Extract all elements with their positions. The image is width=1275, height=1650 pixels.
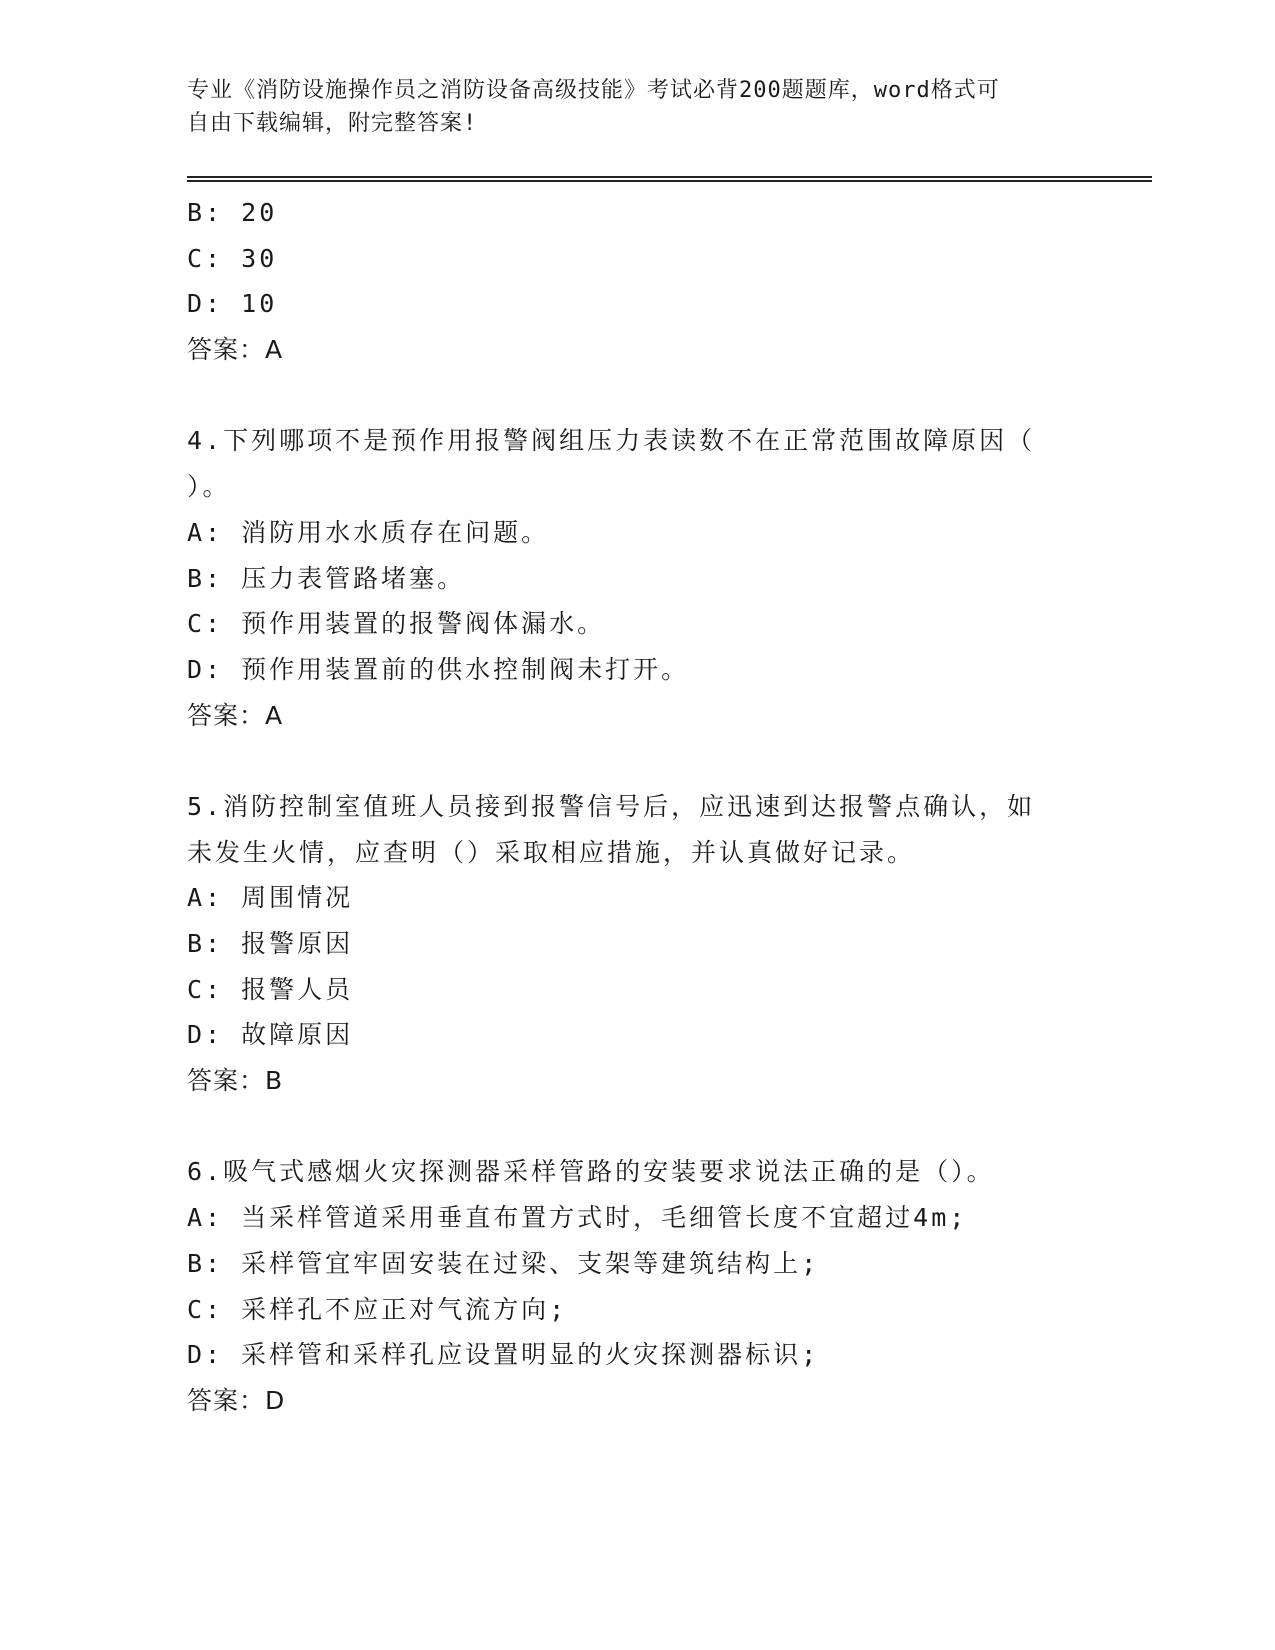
option-b: B: 采样管宜牢固安装在过梁、支架等建筑结构上;: [187, 1248, 820, 1278]
header-divider: [187, 176, 1152, 182]
option-c: C: 30: [187, 243, 278, 273]
option-c: C: 采样孔不应正对气流方向;: [187, 1294, 568, 1324]
answer: 答案：D: [187, 1385, 286, 1415]
option-c: C: 报警人员: [187, 974, 354, 1004]
question-text-line-1: 5.消防控制室值班人员接到报警信号后，应迅速到达报警点确认，如: [187, 791, 1036, 821]
option-a: A: 周围情况: [187, 883, 354, 913]
header-title-line-1: 专业《消防设施操作员之消防设备高级技能》考试必背200题题库，word格式可: [187, 78, 1000, 103]
option-d: D: 采样管和采样孔应设置明显的火灾探测器标识;: [187, 1340, 820, 1370]
option-d: D: 10: [187, 289, 278, 319]
option-b: B: 报警原因: [187, 929, 354, 958]
spacer: [187, 373, 1087, 419]
answer: 答案：A: [187, 335, 284, 365]
document-header: [187, 74, 1067, 140]
question-text-line-1: 4.下列哪项不是预作用报警阀组压力表读数不在正常范围故障原因（: [187, 426, 1036, 456]
question-text-line-1: 6.吸气式感烟火灾探测器采样管路的安装要求说法正确的是（）。: [187, 1157, 995, 1187]
question-3: [187, 190, 1087, 373]
option-d: D: 故障原因: [187, 1020, 354, 1050]
spacer: [187, 738, 1087, 784]
question-4: [187, 418, 1087, 738]
option-a: A: 当采样管道采用垂直布置方式时，毛细管长度不宜超过4m;: [187, 1203, 968, 1233]
option-d: D: 预作用装置前的供水控制阀未打开。: [187, 654, 690, 684]
question-5: [187, 784, 1087, 1104]
option-b: B: 20: [187, 198, 278, 227]
spacer: [187, 1104, 1087, 1150]
answer: 答案：A: [187, 700, 284, 730]
question-6: [187, 1149, 1087, 1423]
option-c: C: 预作用装置的报警阀体漏水。: [187, 609, 606, 639]
option-b: B: 压力表管路堵塞。: [187, 563, 466, 593]
header-title-line-2: 自由下载编辑，附完整答案!: [187, 111, 478, 136]
question-text-line-2: 未发生火情，应查明（）采取相应措施，并认真做好记录。: [187, 837, 916, 867]
question-list: [187, 190, 1087, 1424]
answer: 答案：B: [187, 1066, 284, 1096]
option-a: A: 消防用水水质存在问题。: [187, 517, 550, 547]
question-text-line-2: ）。: [187, 472, 231, 502]
